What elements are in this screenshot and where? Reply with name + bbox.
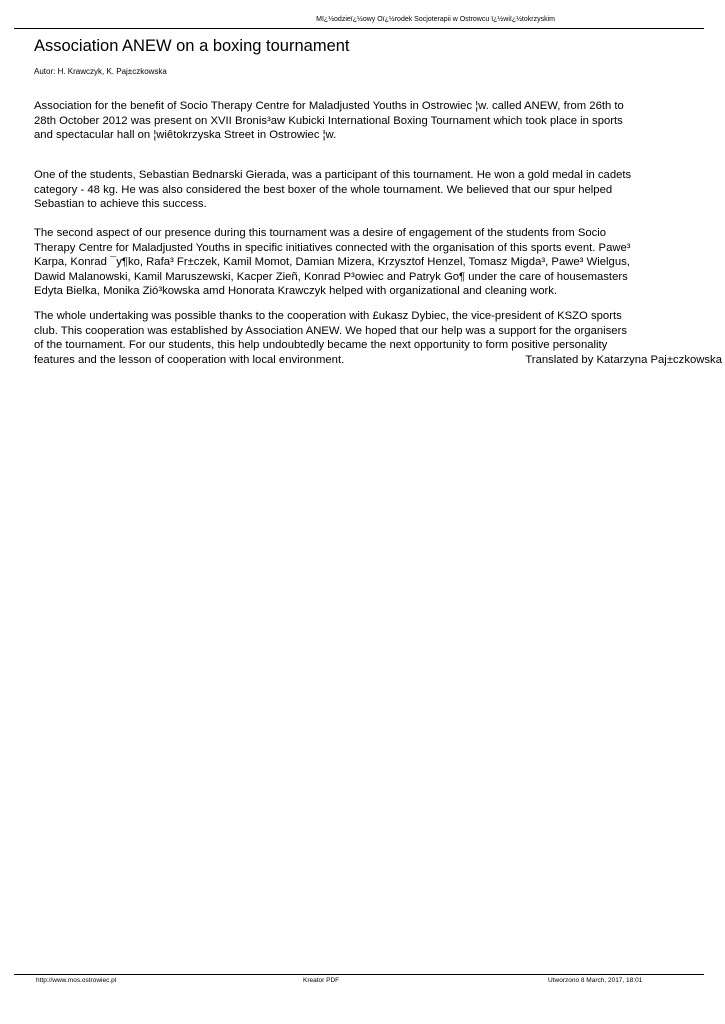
page-header-text: Mï¿½odzieï¿½owy Oï¿½rodek Socjoterapii w Ostrowcu ï¿½wiï¿½tokrzyskim <box>316 16 555 23</box>
header-divider <box>14 28 704 29</box>
paragraph-line: One of the students, Sebastian Bednarski Gierada, was a participant of this tournament. He won a gold medal in cadets <box>34 169 632 181</box>
paragraph-line: Sebastian to achieve this success. <box>34 198 207 210</box>
paragraph-line: Karpa, Konrad ¯y¶ko, Rafa³ Fr±czek, Kamil Momot, Damian Mizera, Krzysztof Henzel, Tomasz Migda³, Pawe³ Wielgus, <box>34 256 630 268</box>
footer-divider <box>14 974 704 975</box>
paragraph-line: Association for the benefit of Socio Therapy Centre for Maladjusted Youths in Ostrowiec ¦w. called ANEW, from 26th to <box>34 100 624 112</box>
paragraph-line: of the tournament. For our students, this help undoubtedly became the next opportunity to form positive personality <box>34 339 608 351</box>
paragraph-last-line <box>34 353 724 368</box>
paragraph-line: category - 48 kg. He was also considered the best boxer of the whole tournament. We believed that our spur helped <box>34 183 613 196</box>
paragraph-line: The whole undertaking was possible thanks to the cooperation with £ukasz Dybiec, the vice-president of KSZO sports <box>34 310 622 322</box>
paragraph-4 <box>34 309 724 367</box>
paragraph-line: features and the lesson of cooperation with local environment. <box>34 353 345 366</box>
footer-generator: Kreator PDF <box>303 977 340 984</box>
footer-created-date: Utworzono 8 March, 2017, 18:01 <box>548 977 643 984</box>
paragraph-line: Therapy Centre for Maladjusted Youths in specific initiatives connected with the organisation of this sports event. Pawe³ <box>34 241 631 254</box>
paragraph-line: The second aspect of our presence during this tournament was a desire of engagement of the students from Socio <box>34 227 607 239</box>
paragraph-line: and spectacular hall on ¦wiêtokrzyska Street in Ostrowiec ¦w. <box>34 129 337 141</box>
article-title: Association ANEW on a boxing tournament <box>34 37 350 55</box>
paragraph-3 <box>34 226 724 299</box>
paragraph-line: Dawid Malanowski, Kamil Maruszewski, Kacper Zieñ, Konrad P³owiec and Patryk Go¶ under the care of housemasters <box>34 270 628 283</box>
translator-credit: Translated by Katarzyna Paj±czkowska <box>525 353 722 366</box>
paragraph-line: Edyta Bielka, Monika Zió³kowska amd Honorata Krawczyk helped with organizational and cleaning work. <box>34 285 558 297</box>
paragraph-line: club. This cooperation was established by Association ANEW. We hoped that our help was a support for the organisers <box>34 324 628 337</box>
article-author: Autor: H. Krawczyk, K. Paj±czkowska <box>34 67 167 76</box>
paragraph-2 <box>34 168 724 212</box>
paragraph-1 <box>34 99 724 143</box>
paragraph-line: 28th October 2012 was present on XVII Bronis³aw Kubicki International Boxing Tournament which took place in sports <box>34 114 623 127</box>
footer-url[interactable]: http://www.mos.ostrowiec.pl <box>36 977 117 984</box>
